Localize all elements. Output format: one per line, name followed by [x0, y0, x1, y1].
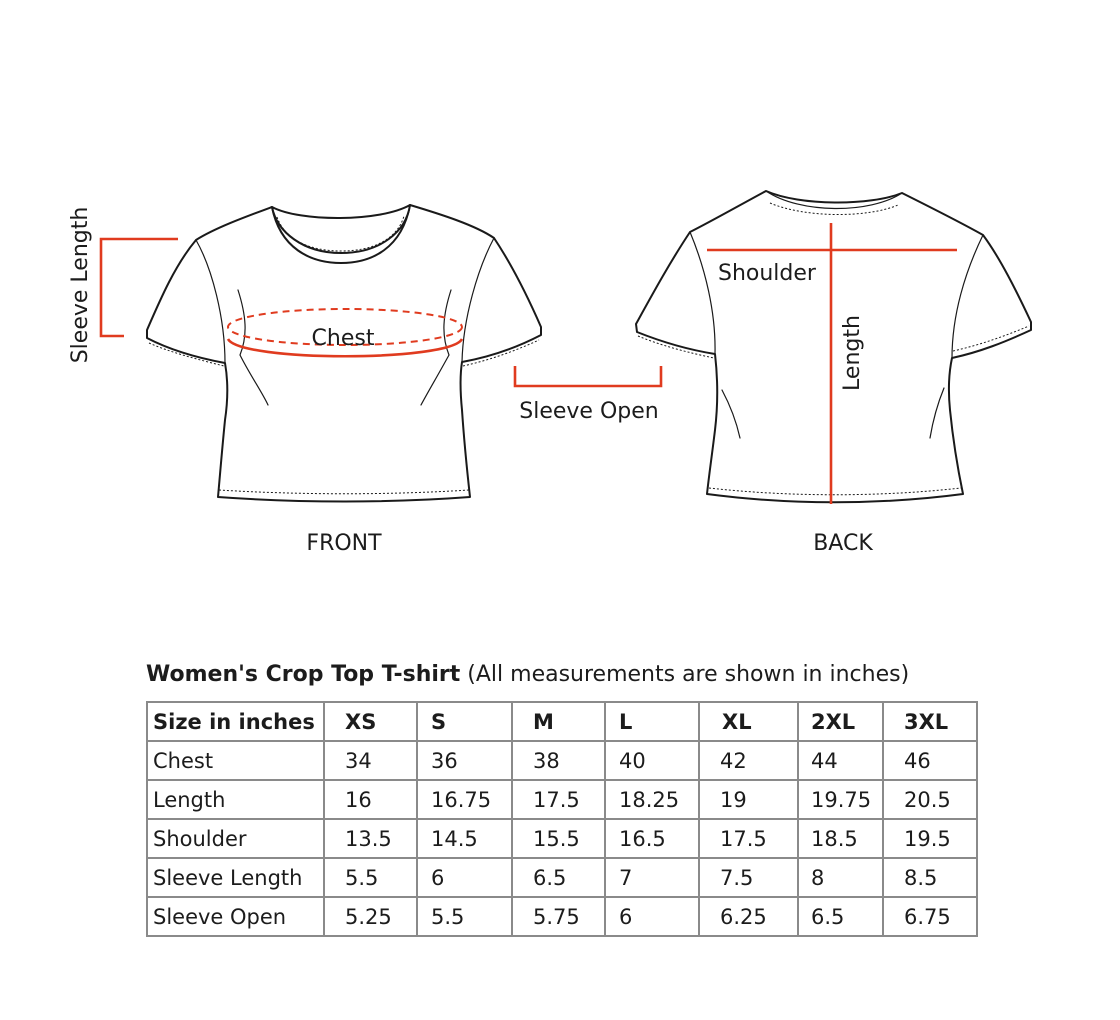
- shoulder-label: Shoulder: [718, 261, 816, 286]
- size-chart-title-bold: Women's Crop Top T-shirt: [146, 662, 461, 687]
- table-row: [147, 780, 977, 819]
- header-cell: XL: [699, 702, 798, 741]
- size-chart-header-row: [147, 702, 977, 741]
- table-cell: 19.75: [798, 780, 883, 819]
- header-cell: S: [417, 702, 512, 741]
- row-label: Chest: [147, 741, 324, 780]
- table-cell: 36: [417, 741, 512, 780]
- table-cell: 17.5: [512, 780, 605, 819]
- size-chart-title: [146, 662, 909, 687]
- header-cell: XS: [324, 702, 417, 741]
- table-cell: 13.5: [324, 819, 417, 858]
- table-cell: 20.5: [883, 780, 977, 819]
- table-row: [147, 858, 977, 897]
- header-cell: 2XL: [798, 702, 883, 741]
- front-label: FRONT: [306, 531, 382, 556]
- table-cell: 6: [417, 858, 512, 897]
- back-label: BACK: [813, 531, 873, 556]
- size-chart-title-note: (All measurements are shown in inches): [460, 662, 910, 687]
- table-cell: 6.25: [699, 897, 798, 936]
- table-cell: 34: [324, 741, 417, 780]
- table-cell: 40: [605, 741, 699, 780]
- chest-label: Chest: [311, 326, 375, 351]
- table-cell: 19: [699, 780, 798, 819]
- row-label: Sleeve Open: [147, 897, 324, 936]
- table-cell: 16.75: [417, 780, 512, 819]
- header-cell: M: [512, 702, 605, 741]
- sleeve-length-label: Sleeve Length: [68, 206, 93, 364]
- table-cell: 18.5: [798, 819, 883, 858]
- row-label: Shoulder: [147, 819, 324, 858]
- table-cell: 6.75: [883, 897, 977, 936]
- table-cell: 14.5: [417, 819, 512, 858]
- table-cell: 6.5: [798, 897, 883, 936]
- table-cell: 8.5: [883, 858, 977, 897]
- table-cell: 5.25: [324, 897, 417, 936]
- sleeve-open-label: Sleeve Open: [519, 399, 659, 424]
- table-cell: 6: [605, 897, 699, 936]
- back-shirt-illustration: [636, 191, 1031, 502]
- table-row: [147, 741, 977, 780]
- size-chart-table: [146, 701, 978, 937]
- header-cell: Size in inches: [147, 702, 324, 741]
- sleeve-open-bracket: [515, 366, 661, 386]
- front-shirt-illustration: [147, 205, 541, 502]
- table-row: [147, 897, 977, 936]
- row-label: Sleeve Length: [147, 858, 324, 897]
- row-label: Length: [147, 780, 324, 819]
- table-cell: 17.5: [699, 819, 798, 858]
- table-cell: 5.5: [324, 858, 417, 897]
- table-cell: 8: [798, 858, 883, 897]
- table-cell: 42: [699, 741, 798, 780]
- header-cell: 3XL: [883, 702, 977, 741]
- table-row: [147, 819, 977, 858]
- table-cell: 19.5: [883, 819, 977, 858]
- table-cell: 15.5: [512, 819, 605, 858]
- table-cell: 38: [512, 741, 605, 780]
- table-cell: 44: [798, 741, 883, 780]
- table-cell: 7.5: [699, 858, 798, 897]
- table-cell: 7: [605, 858, 699, 897]
- header-cell: L: [605, 702, 699, 741]
- table-cell: 5.5: [417, 897, 512, 936]
- table-cell: 5.75: [512, 897, 605, 936]
- table-cell: 16: [324, 780, 417, 819]
- table-cell: 16.5: [605, 819, 699, 858]
- length-label: Length: [840, 315, 865, 391]
- table-cell: 46: [883, 741, 977, 780]
- table-cell: 6.5: [512, 858, 605, 897]
- table-cell: 18.25: [605, 780, 699, 819]
